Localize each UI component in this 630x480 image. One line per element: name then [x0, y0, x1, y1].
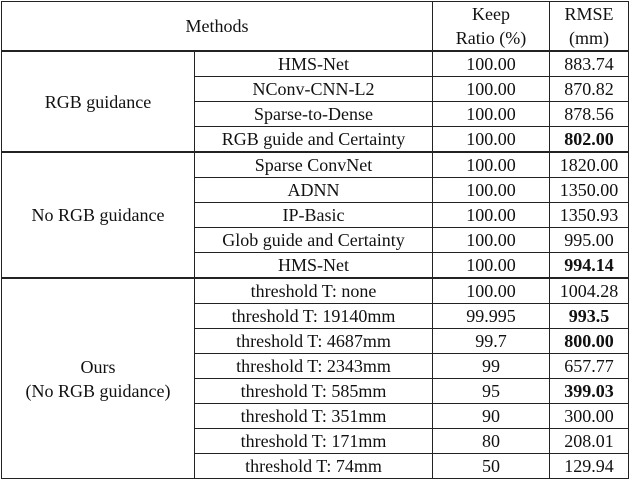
group-label-line1: RGB guidance: [44, 91, 152, 112]
keep-ratio-cell: 50: [433, 454, 550, 479]
keep-ratio-cell: 100.00: [433, 127, 550, 153]
method-cell: RGB guide and Certainty: [195, 127, 433, 153]
rmse-cell: 129.94: [550, 454, 629, 479]
rmse-cell: 993.5: [550, 304, 629, 329]
table-row: [2, 278, 629, 304]
rmse-header-line2: (mm): [569, 28, 609, 48]
keep-ratio-cell: 100.00: [433, 152, 550, 178]
keep-ratio-cell: 99.7: [433, 329, 550, 354]
rmse-cell: 1820.00: [550, 152, 629, 178]
keep-ratio-cell: 100.00: [433, 178, 550, 203]
keep-ratio-cell: 100.00: [433, 102, 550, 127]
keep-ratio-cell: 100.00: [433, 203, 550, 228]
table-row: [2, 51, 629, 77]
method-cell: threshold T: 4687mm: [195, 329, 433, 354]
rmse-header-line1: RMSE: [564, 4, 614, 24]
rmse-cell: 657.77: [550, 354, 629, 379]
keep-ratio-header: [433, 2, 550, 52]
method-cell: HMS-Net: [195, 51, 433, 77]
method-cell: threshold T: 351mm: [195, 404, 433, 429]
method-cell: Sparse-to-Dense: [195, 102, 433, 127]
method-cell: NConv-CNN-L2: [195, 77, 433, 102]
rmse-cell: 995.00: [550, 228, 629, 253]
keep-ratio-cell: 100.00: [433, 51, 550, 77]
rmse-cell: 883.74: [550, 51, 629, 77]
method-cell: ADNN: [195, 178, 433, 203]
group-label-line1: No RGB guidance: [31, 205, 165, 225]
group-label: [2, 278, 195, 479]
method-cell: Glob guide and Certainty: [195, 228, 433, 253]
method-cell: threshold T: 2343mm: [195, 354, 433, 379]
keep-ratio-cell: 95: [433, 379, 550, 404]
results-table: [1, 1, 629, 479]
keep-ratio-cell: 99: [433, 354, 550, 379]
group-label-line1: Ours: [80, 356, 116, 377]
group-label: [2, 152, 195, 278]
rmse-cell: 802.00: [550, 127, 629, 153]
method-cell: threshold T: none: [195, 278, 433, 304]
keep-ratio-header-line1: Keep: [472, 4, 510, 24]
rmse-cell: 1350.00: [550, 178, 629, 203]
rmse-cell: 1004.28: [550, 278, 629, 304]
keep-ratio-header-line2: Ratio (%): [455, 28, 527, 48]
header-row: [2, 2, 629, 52]
rmse-cell: 800.00: [550, 329, 629, 354]
method-cell: IP-Basic: [195, 203, 433, 228]
table-row: [2, 152, 629, 178]
group-label: [2, 51, 195, 152]
keep-ratio-cell: 99.995: [433, 304, 550, 329]
method-cell: HMS-Net: [195, 253, 433, 279]
group-label-line2: (No RGB guidance): [25, 380, 171, 401]
rmse-cell: 994.14: [550, 253, 629, 279]
method-cell: threshold T: 171mm: [195, 429, 433, 454]
keep-ratio-cell: 100.00: [433, 278, 550, 304]
rmse-cell: 870.82: [550, 77, 629, 102]
methods-header: Methods: [2, 2, 433, 52]
table-body: [2, 51, 629, 479]
keep-ratio-cell: 90: [433, 404, 550, 429]
rmse-cell: 208.01: [550, 429, 629, 454]
method-cell: threshold T: 74mm: [195, 454, 433, 479]
rmse-cell: 878.56: [550, 102, 629, 127]
rmse-cell: 399.03: [550, 379, 629, 404]
keep-ratio-cell: 100.00: [433, 253, 550, 279]
rmse-header: [550, 2, 629, 52]
method-cell: threshold T: 19140mm: [195, 304, 433, 329]
method-cell: threshold T: 585mm: [195, 379, 433, 404]
keep-ratio-cell: 100.00: [433, 228, 550, 253]
method-cell: Sparse ConvNet: [195, 152, 433, 178]
keep-ratio-cell: 80: [433, 429, 550, 454]
rmse-cell: 1350.93: [550, 203, 629, 228]
rmse-cell: 300.00: [550, 404, 629, 429]
keep-ratio-cell: 100.00: [433, 77, 550, 102]
